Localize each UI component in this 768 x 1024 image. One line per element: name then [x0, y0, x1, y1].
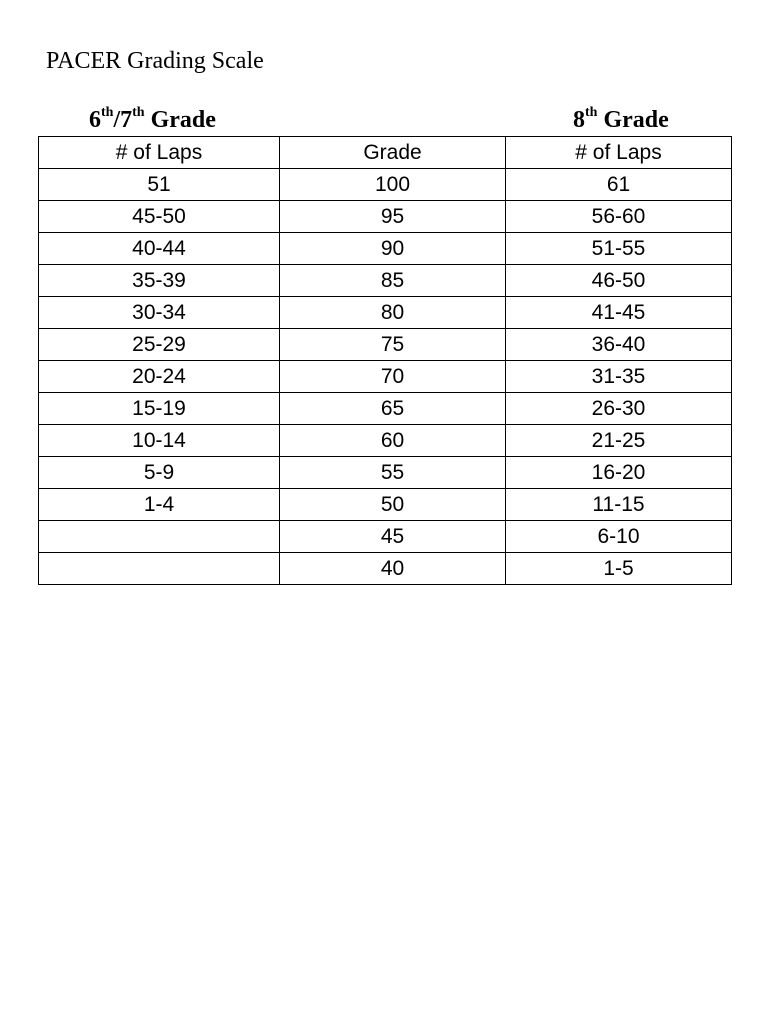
laps-6th-7th-cell: 40-44 [39, 233, 280, 265]
heading-number: 6 [89, 107, 101, 133]
column-header-grade: Grade [280, 137, 506, 169]
heading-superscript: th [132, 105, 145, 120]
laps-8th-cell: 36-40 [506, 329, 732, 361]
heading-number: /7 [113, 107, 133, 133]
heading-label: Grade [144, 107, 216, 133]
heading-superscript: th [101, 105, 114, 120]
heading-number: 8 [573, 107, 585, 133]
laps-6th-7th-cell: 45-50 [39, 201, 280, 233]
laps-6th-7th-cell: 30-34 [39, 297, 280, 329]
laps-8th-cell: 21-25 [506, 425, 732, 457]
table-row [39, 553, 732, 585]
table-row [39, 425, 732, 457]
grade-cell: 70 [280, 361, 506, 393]
table-header-row [39, 137, 732, 169]
table-row [39, 233, 732, 265]
grade-cell: 90 [280, 233, 506, 265]
laps-6th-7th-cell: 35-39 [39, 265, 280, 297]
laps-8th-cell: 31-35 [506, 361, 732, 393]
laps-6th-7th-cell: 25-29 [39, 329, 280, 361]
grade-cell: 95 [280, 201, 506, 233]
grade-cell: 100 [280, 169, 506, 201]
laps-8th-cell: 56-60 [506, 201, 732, 233]
grade-cell: 65 [280, 393, 506, 425]
laps-8th-cell: 41-45 [506, 297, 732, 329]
laps-6th-7th-cell [39, 553, 280, 585]
grade-cell: 80 [280, 297, 506, 329]
laps-8th-cell: 46-50 [506, 265, 732, 297]
laps-8th-cell: 11-15 [506, 489, 732, 521]
table-row [39, 393, 732, 425]
grade-cell: 85 [280, 265, 506, 297]
grade-cell: 40 [280, 553, 506, 585]
laps-8th-cell: 1-5 [506, 553, 732, 585]
grade-cell: 60 [280, 425, 506, 457]
table-row [39, 457, 732, 489]
table-row [39, 489, 732, 521]
table-row [39, 361, 732, 393]
grade-cell: 75 [280, 329, 506, 361]
table-row [39, 329, 732, 361]
laps-6th-7th-cell: 1-4 [39, 489, 280, 521]
table-row [39, 265, 732, 297]
column-header-laps-8th: # of Laps [506, 137, 732, 169]
laps-8th-cell: 51-55 [506, 233, 732, 265]
heading-superscript: th [585, 105, 598, 120]
table-row [39, 521, 732, 553]
laps-8th-cell: 26-30 [506, 393, 732, 425]
laps-6th-7th-cell [39, 521, 280, 553]
heading-8th-grade [573, 105, 669, 135]
laps-8th-cell: 61 [506, 169, 732, 201]
table-row [39, 201, 732, 233]
grade-cell: 50 [280, 489, 506, 521]
heading-6th-7th-grade [89, 105, 216, 135]
laps-8th-cell: 16-20 [506, 457, 732, 489]
laps-6th-7th-cell: 20-24 [39, 361, 280, 393]
laps-6th-7th-cell: 10-14 [39, 425, 280, 457]
laps-6th-7th-cell: 15-19 [39, 393, 280, 425]
grade-cell: 45 [280, 521, 506, 553]
table-row [39, 297, 732, 329]
laps-6th-7th-cell: 5-9 [39, 457, 280, 489]
heading-label: Grade [597, 107, 669, 133]
page-title: PACER Grading Scale [46, 48, 264, 74]
table-row [39, 169, 732, 201]
column-header-laps-6th-7th: # of Laps [39, 137, 280, 169]
grade-cell: 55 [280, 457, 506, 489]
grading-scale-table [38, 136, 732, 585]
laps-6th-7th-cell: 51 [39, 169, 280, 201]
laps-8th-cell: 6-10 [506, 521, 732, 553]
